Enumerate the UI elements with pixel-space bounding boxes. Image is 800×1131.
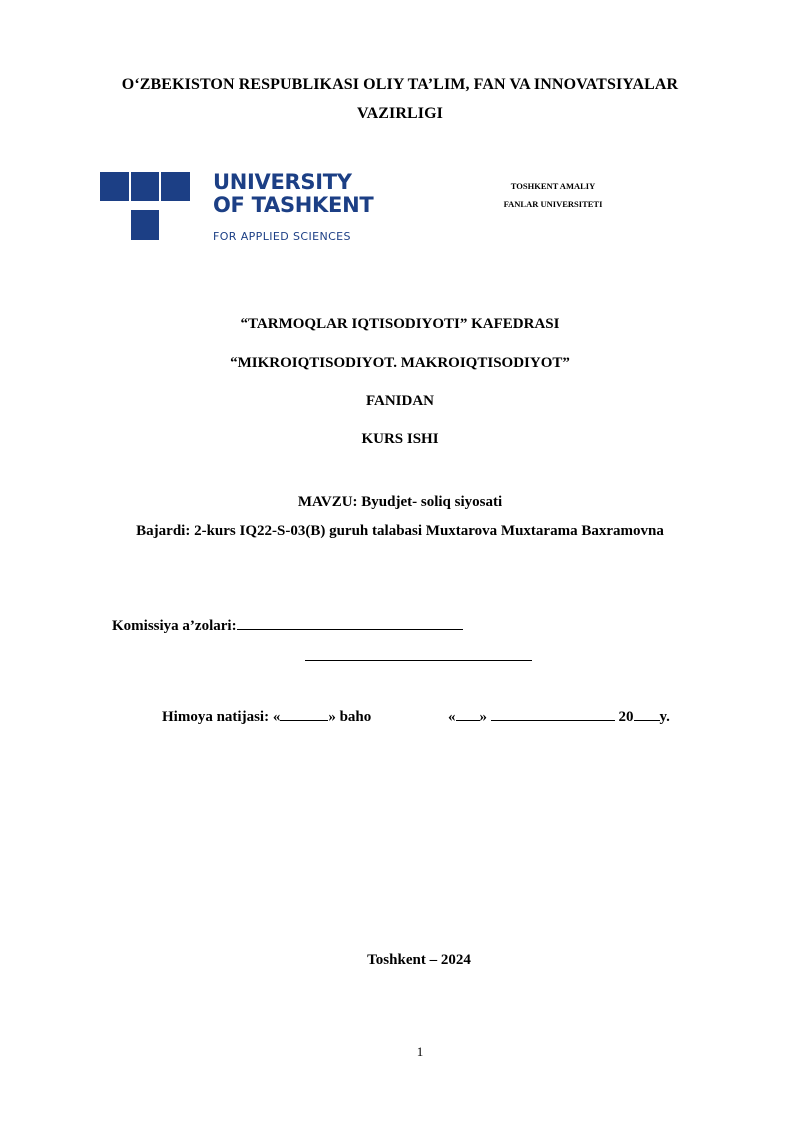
commission-label: Komissiya a’zolari:	[112, 618, 237, 634]
commission-row	[112, 614, 463, 636]
month-blank	[491, 705, 615, 721]
place-year: Toshkent – 2024	[367, 952, 471, 968]
commission-signature-line	[237, 614, 463, 630]
defense-date-row	[448, 705, 670, 727]
logo-text-of-tashkent: OF TASHKENT	[213, 193, 374, 217]
day-blank	[456, 705, 480, 721]
subject-suffix: FANIDAN	[365, 393, 435, 409]
ministry-title-line1: O‘ZBEKISTON RESPUBLIKASI OLIY TA’LIM, FAN VA INNOVATSIYALAR	[121, 76, 679, 93]
subject-title: “MIKROIQTISODIYOT. MAKROIQTISODIYOT”	[230, 355, 570, 371]
logo-text-university: UNIVERSITY	[213, 170, 352, 194]
topic-line: MAVZU: Byudjet- soliq siyosati	[297, 494, 503, 510]
university-logo-icon	[100, 172, 190, 244]
commission-signature-line-2	[305, 660, 532, 661]
year-blank	[634, 705, 660, 721]
date-open-quote: «	[448, 709, 456, 725]
year-suffix: y.	[659, 709, 670, 725]
grade-suffix: » baho	[328, 709, 372, 725]
author-line: Bajardi: 2-kurs IQ22-S-03(B) guruh talabasi Muxtarova Muxtarama Baxramovna	[136, 523, 664, 539]
ministry-title-line2: VAZIRLIGI	[357, 105, 443, 122]
logo-text-applied-sciences: FOR APPLIED SCIENCES	[213, 230, 351, 243]
grade-blank	[280, 705, 328, 721]
university-name-line2: FANLAR UNIVERSITETI	[503, 199, 603, 209]
year-prefix: 20	[618, 709, 634, 725]
department-title: “TARMOQLAR IQTISODIYOTI” KAFEDRASI	[240, 316, 560, 332]
page-number: 1	[416, 1044, 424, 1059]
work-type: KURS ISHI	[361, 431, 439, 447]
date-close-quote: »	[479, 709, 487, 725]
defense-label: Himoya natijasi: «	[162, 709, 281, 725]
defense-result-row	[162, 705, 371, 727]
university-name-line1: TOSHKENT AMALIY	[510, 181, 596, 191]
